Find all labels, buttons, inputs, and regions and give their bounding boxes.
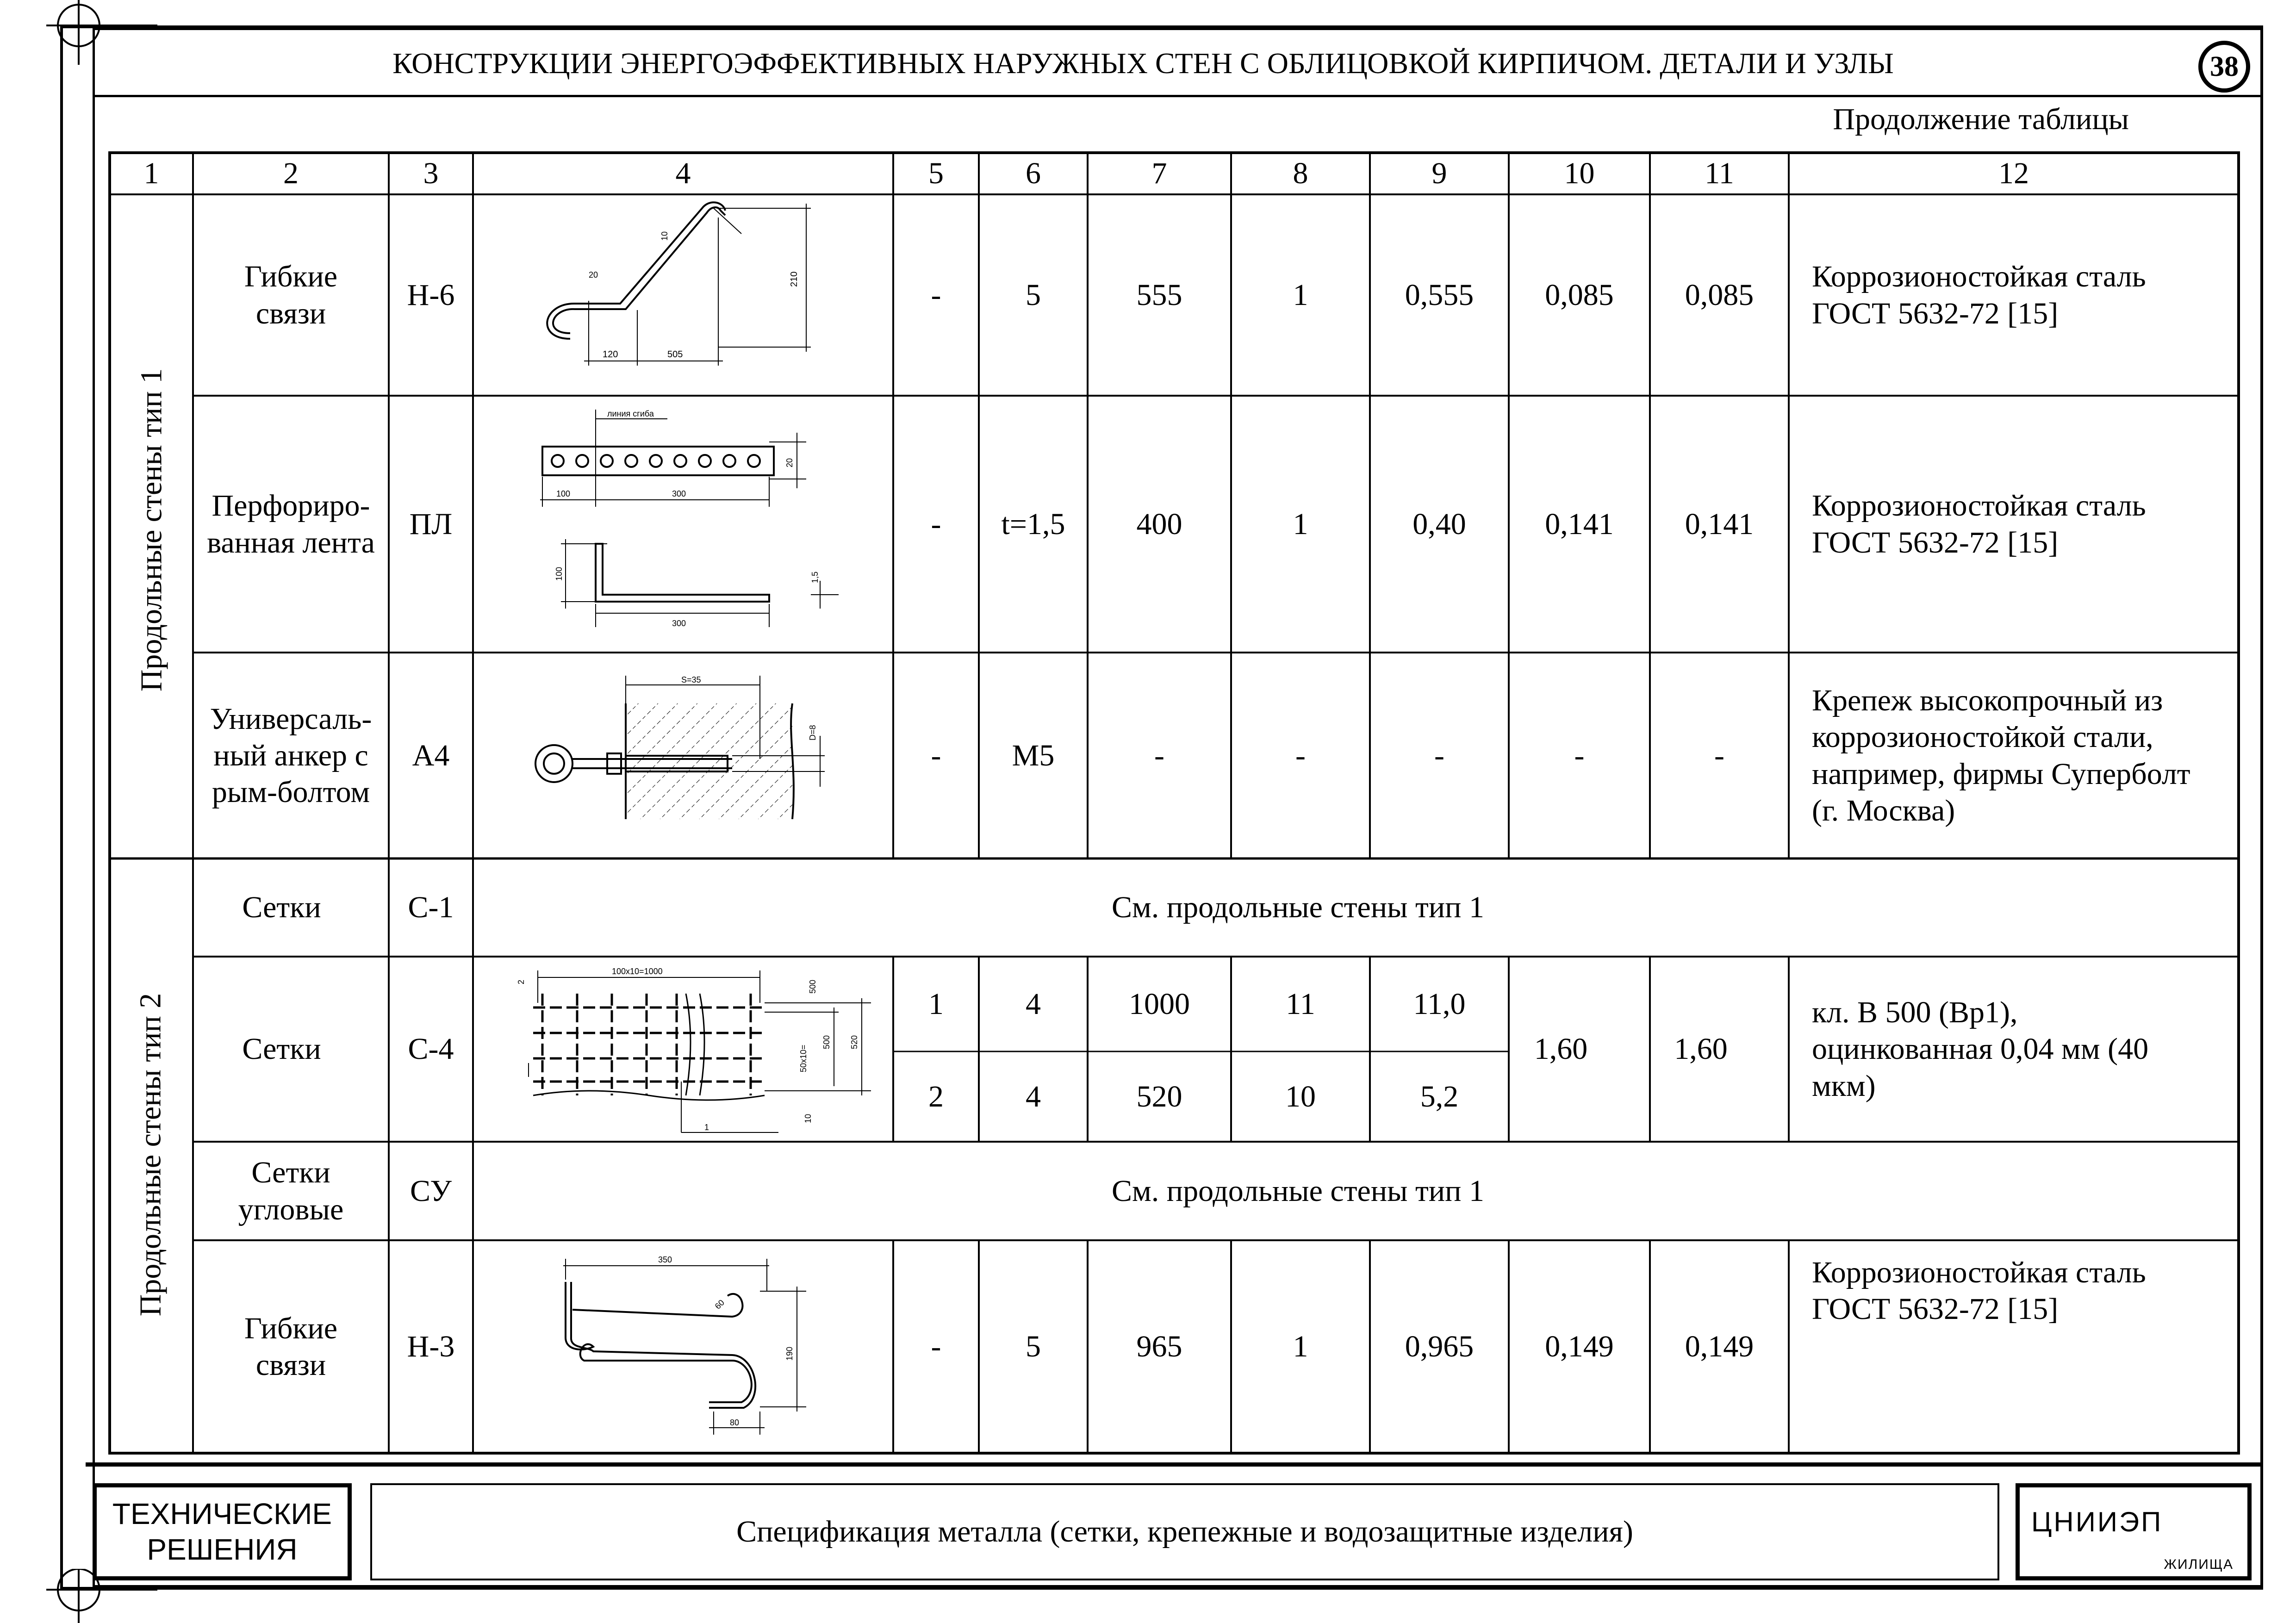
table-cell: - — [1714, 738, 1724, 772]
table-row-mark: Н-3 — [407, 1330, 455, 1364]
drawing-n3 — [473, 1240, 893, 1453]
table-cell: 11,0 — [1413, 987, 1466, 1021]
dim-label: S=35 — [681, 675, 701, 684]
stamp-logo — [2016, 1483, 2252, 1580]
table-cell: 520 — [1136, 1079, 1182, 1113]
table-row-mark: С-4 — [408, 1032, 454, 1066]
dim-label: 350 — [658, 1255, 672, 1264]
table-row-note: Коррозионостойкая сталь ГОСТ 5632-72 [15] — [1812, 1256, 2146, 1326]
dim-label: 100x10=1000 — [612, 967, 663, 976]
table-cell: 0,141 — [1685, 507, 1754, 541]
table-cell: - — [1574, 738, 1585, 772]
table-cell: 0,555 — [1405, 278, 1474, 312]
table-row-name: Сетки угловые — [238, 1156, 344, 1226]
table-cell: 4 — [1026, 1079, 1041, 1113]
stamp-left-line1: ТЕХНИЧЕСКИЕ — [112, 1497, 332, 1531]
table-row-mark: С-1 — [408, 890, 454, 925]
table-row-mark: А4 — [412, 738, 450, 772]
dim-label: 190 — [785, 1346, 794, 1361]
continuation-label: Продолжение таблицы — [1833, 102, 2129, 136]
table-cell: 1 — [1293, 278, 1308, 312]
table-cell: - — [931, 738, 941, 772]
table-cell: 1 — [1293, 1330, 1308, 1364]
table-row-name: Гибкие связи — [244, 1311, 338, 1382]
dim-label: 500 — [822, 1035, 831, 1049]
table-cell: - — [931, 1330, 941, 1364]
table-cell: t=1,5 — [1001, 507, 1065, 541]
dim-label: 20 — [589, 270, 598, 280]
table-cell: 400 — [1136, 507, 1182, 541]
col-header-12: 12 — [1998, 156, 2029, 191]
col-header-5: 5 — [928, 156, 944, 191]
table-cell: - — [1295, 738, 1306, 772]
stamp-tech-solutions — [93, 1483, 352, 1580]
table-row-mark: СУ — [410, 1174, 452, 1208]
dim-label: 20 — [785, 458, 794, 467]
stamp-description: Спецификация металла (сетки, крепежные и водозащитные изделия) — [370, 1483, 1999, 1580]
table-cell: М5 — [1012, 738, 1055, 772]
table-cell: 1000 — [1129, 987, 1190, 1021]
table-cell: - — [1154, 738, 1164, 772]
page-number: 38 — [2198, 41, 2250, 93]
table-cell: - — [931, 507, 941, 541]
table-cell: 4 — [1026, 987, 1041, 1021]
col-header-6: 6 — [1026, 156, 1041, 191]
table-row-note: кл. В 500 (Вр1), оцинкованная 0,04 мм (40 мкм) — [1812, 995, 2149, 1103]
table-cell: 965 — [1136, 1330, 1182, 1364]
table-cell: 2 — [928, 1079, 944, 1113]
table-cell: 5 — [1026, 1330, 1041, 1364]
table-row-mark: Н-6 — [407, 278, 455, 312]
dim-label: 210 — [789, 271, 799, 287]
dim-label: 505 — [667, 349, 683, 360]
table-cell: 5,2 — [1420, 1079, 1459, 1113]
dim-label: 120 — [603, 349, 618, 360]
table-row-note: Коррозионостойкая сталь ГОСТ 5632-72 [15] — [1812, 260, 2146, 330]
table-cell: 0,965 — [1405, 1330, 1474, 1364]
table-cell: 0,085 — [1545, 278, 1614, 312]
col-header-11: 11 — [1705, 156, 1734, 191]
dim-label: D=8 — [808, 725, 817, 740]
group-label-type1: Продольные стены тип 1 — [134, 368, 168, 692]
table-row-name: Универсаль-ный анкер с рым-болтом — [210, 702, 372, 809]
table-row-note: Крепеж высокопрочный из коррозионостойкой стали, например, фирмы Суперболт (г. Москва) — [1812, 684, 2190, 827]
dim-label: 300 — [672, 619, 686, 628]
col-header-2: 2 — [283, 156, 299, 191]
table-cell: 0,085 — [1685, 278, 1754, 312]
table-row-name: Сетки — [242, 890, 321, 925]
table-span-text: См. продольные стены тип 1 — [1112, 890, 1484, 925]
table-cell: 11 — [1286, 987, 1315, 1021]
col-header-4: 4 — [675, 156, 691, 191]
drawing-pl — [473, 396, 893, 653]
col-header-9: 9 — [1431, 156, 1447, 191]
logo-sub-text: ЖИЛИЩА — [2164, 1557, 2234, 1572]
col-header-7: 7 — [1151, 156, 1167, 191]
dim-label: 300 — [672, 489, 686, 498]
table-row-note: Коррозионостойкая сталь ГОСТ 5632-72 [15] — [1812, 489, 2146, 560]
dim-label: 50x10= — [799, 1045, 808, 1072]
dim-label: линия сгиба — [607, 409, 654, 418]
table-row-name: Гибкие связи — [244, 260, 338, 330]
col-header-10: 10 — [1564, 156, 1595, 191]
col-header-3: 3 — [423, 156, 439, 191]
table-span-text: См. продольные стены тип 1 — [1112, 1174, 1484, 1208]
logo-main-text: ЦНИИЭП — [2031, 1506, 2163, 1537]
table-row-name: Сетки — [242, 1032, 321, 1066]
table-cell: 10 — [1285, 1079, 1316, 1113]
dim-label: 1,5 — [810, 571, 820, 583]
page-title: КОНСТРУКЦИИ ЭНЕРГОЭФФЕКТИВНЫХ НАРУЖНЫХ СТЕН С ОБЛИЦОВКОЙ КИРПИЧОМ. ДЕТАЛИ И УЗЛЫ — [392, 47, 1894, 80]
table-cell: 0,149 — [1685, 1330, 1754, 1364]
dim-label: 100 — [556, 489, 571, 498]
table-cell: 0,141 — [1545, 507, 1614, 541]
table-cell: 0,149 — [1545, 1330, 1614, 1364]
dim-label: 10 — [660, 231, 669, 241]
table-cell: 0,40 — [1412, 507, 1466, 541]
table-cell: 1,60 — [1674, 1032, 1728, 1066]
dim-label: 1 — [704, 1123, 709, 1132]
table-cell: 1,60 — [1534, 1032, 1588, 1066]
table-cell: - — [931, 278, 941, 312]
group-label-type2: Продольные стены тип 2 — [133, 993, 168, 1317]
table-cell: 5 — [1026, 278, 1041, 312]
dim-label: 100 — [554, 566, 564, 581]
table-cell: 1 — [928, 987, 944, 1021]
col-header-8: 8 — [1293, 156, 1308, 191]
table-cell: - — [1434, 738, 1444, 772]
table-row-mark: ПЛ — [409, 507, 453, 541]
drawing-a4 — [473, 653, 893, 858]
stamp-left-line2: РЕШЕНИЯ — [147, 1533, 298, 1566]
dim-label: 10 — [803, 1113, 813, 1123]
dim-label: 80 — [730, 1418, 740, 1427]
dim-label: 500 — [808, 979, 817, 994]
table-cell: 555 — [1136, 278, 1182, 312]
table-row-name: Перфориро-ванная лента — [207, 489, 375, 560]
drawing-n6 — [473, 194, 893, 396]
col-header-1: 1 — [143, 156, 159, 191]
table-cell: 1 — [1293, 507, 1308, 541]
dim-label: 2 — [516, 979, 526, 984]
drawing-c4 — [473, 957, 893, 1142]
dim-label: 60 — [713, 1298, 726, 1311]
dim-label: 520 — [850, 1035, 859, 1049]
